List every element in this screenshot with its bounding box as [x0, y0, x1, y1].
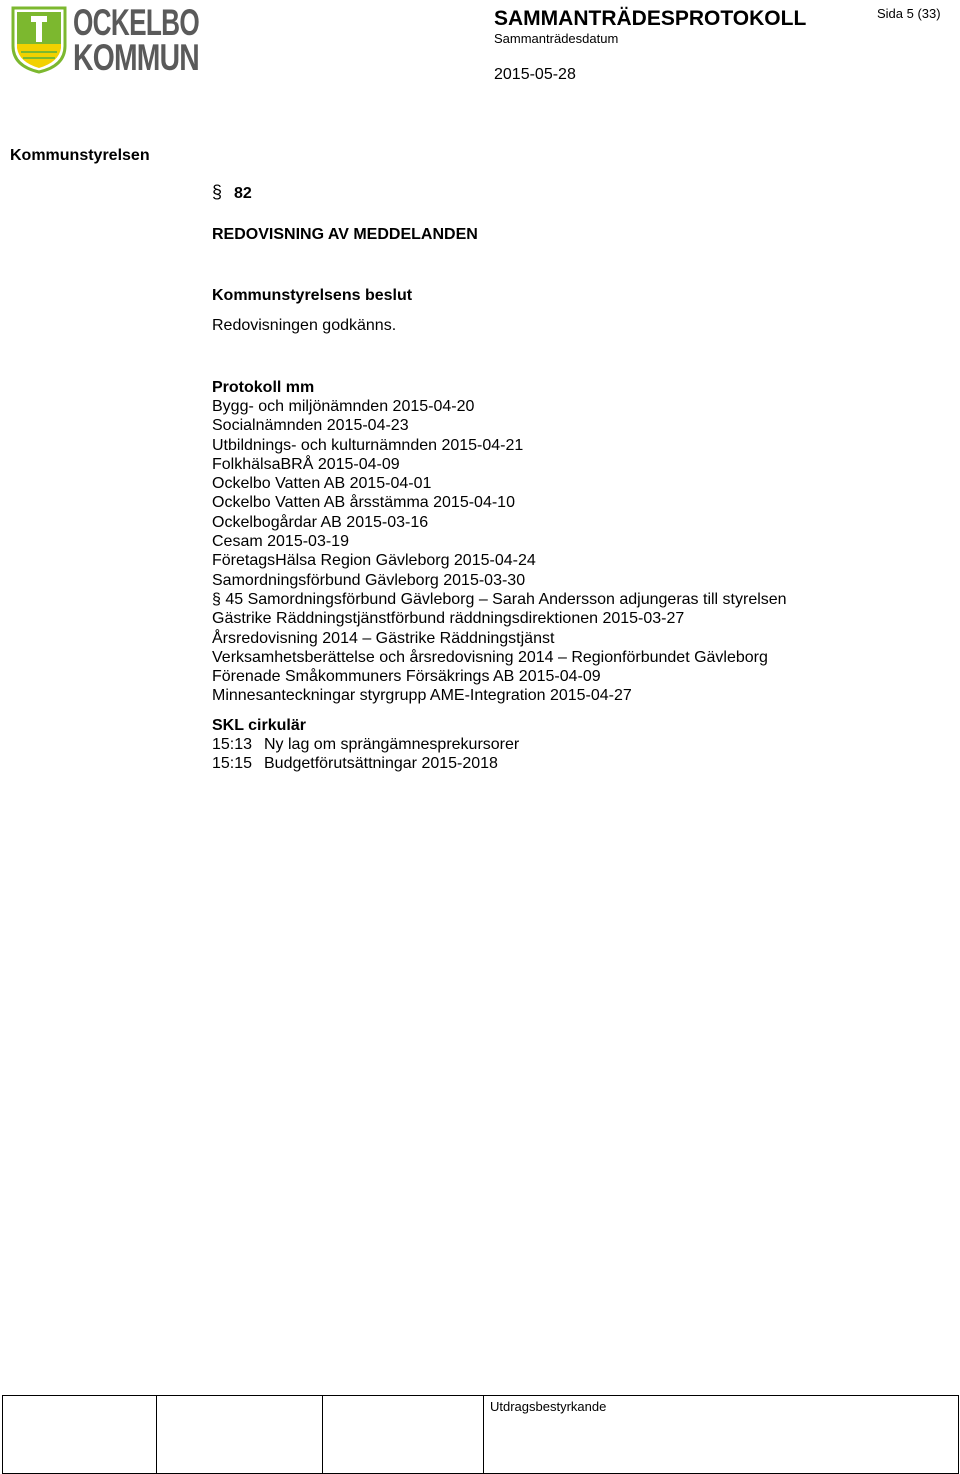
list-item: Ockelbo Vatten AB årsstämma 2015-04-10	[212, 494, 515, 512]
page-number: Sida 5 (33)	[877, 6, 941, 21]
decision-heading: Kommunstyrelsens beslut	[212, 287, 413, 304]
paragraph-number: 82	[234, 185, 252, 202]
signature-table	[2, 1395, 959, 1474]
skl-item-text: Budgetförutsättningar 2015-2018	[264, 755, 498, 773]
document-title: SAMMANTRÄDESPROTOKOLL	[494, 7, 807, 30]
list-item: Ockelbogårdar AB 2015-03-16	[212, 513, 429, 531]
skl-item-code: 15:13	[212, 736, 253, 753]
list-item: Årsredovisning 2014 – Gästrike Räddningstjänst	[212, 629, 555, 647]
certifier-cell	[484, 1396, 958, 1473]
logo-word-ockelbo: OCKELBO	[73, 2, 200, 43]
skl-item	[212, 735, 519, 754]
organization-name: Kommunstyrelsen	[10, 147, 150, 164]
list-item: FolkhälsaBRÅ 2015-04-09	[212, 455, 400, 473]
section-symbol: §	[212, 182, 223, 202]
decision-text: Redovisningen godkänns.	[212, 317, 397, 334]
ockelbo-kommun-logo	[9, 2, 201, 78]
skl-list	[212, 735, 519, 774]
list-item: FöretagsHälsa Region Gävleborg 2015-04-24	[212, 552, 536, 570]
protokoll-list	[212, 397, 787, 706]
signature-cell	[3, 1396, 157, 1473]
list-item: Gästrike Räddningstjänstförbund räddningsdirektionen 2015-03-27	[212, 610, 685, 628]
signature-cell	[157, 1396, 323, 1473]
list-item: Minnesanteckningar styrgrupp AME-Integration 2015-04-27	[212, 687, 632, 705]
list-item: Ockelbo Vatten AB 2015-04-01	[212, 475, 432, 493]
item-title: REDOVISNING AV MEDDELANDEN	[212, 226, 478, 243]
list-item: Verksamhetsberättelse och årsredovisning 2014 – Regionförbundet Gävleborg	[212, 648, 768, 666]
skl-item-code: 15:15	[212, 755, 253, 773]
skl-item-text: Ny lag om sprängämnesprekursorer	[264, 736, 520, 753]
meeting-date-value: 2015-05-28	[494, 66, 576, 83]
list-item: Utbildnings- och kulturnämnden 2015-04-21	[212, 436, 524, 454]
logo-graphic	[9, 2, 201, 78]
list-item: Socialnämnden 2015-04-23	[212, 417, 409, 435]
meeting-date-label: Sammanträdesdatum	[494, 31, 619, 46]
list-item: Cesam 2015-03-19	[212, 533, 349, 551]
paragraph-heading	[212, 182, 252, 203]
signature-cell	[323, 1396, 484, 1473]
list-item: Förenade Småkommuners Försäkrings AB 2015-04-09	[212, 668, 601, 686]
list-item: Samordningsförbund Gävleborg 2015-03-30	[212, 571, 526, 589]
skl-heading: SKL cirkulär	[212, 717, 306, 734]
list-item: Bygg- och miljönämnden 2015-04-20	[212, 398, 475, 415]
protokoll-heading: Protokoll mm	[212, 379, 315, 396]
list-item: § 45 Samordningsförbund Gävleborg – Sarah Andersson adjungeras till styrelsen	[212, 590, 787, 608]
certifier-label: Utdragsbestyrkande	[490, 1399, 607, 1414]
logo-word-kommun: KOMMUN	[73, 37, 199, 78]
skl-item	[212, 754, 519, 773]
